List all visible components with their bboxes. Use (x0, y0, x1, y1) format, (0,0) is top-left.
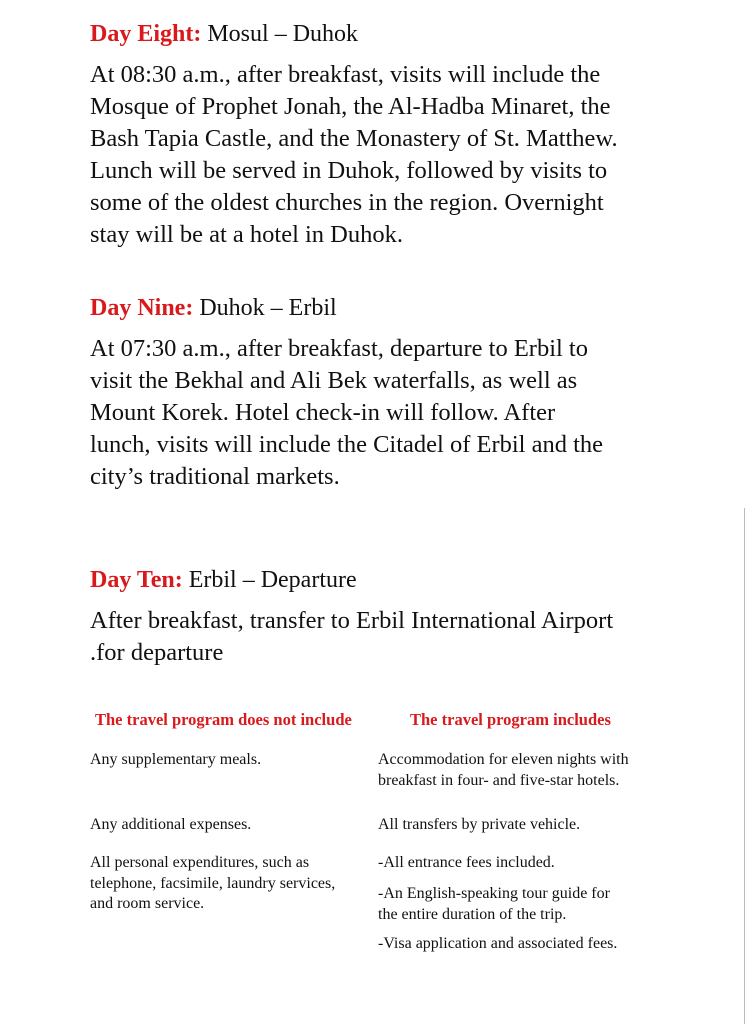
day-description: After breakfast, transfer to Erbil International Airport .for departure (90, 607, 614, 666)
not-included-header: The travel program does not include (95, 710, 352, 729)
included-header: The travel program includes (410, 710, 611, 729)
not-included-item: Any supplementary meals. (90, 751, 262, 768)
included-item: -An English-speaking tour guide for the entire duration of the trip. (378, 885, 610, 923)
day-description: At 07:30 a.m., after breakfast, departure to Erbil to visit the Bekhal and Ali Bek waterfalls, as well as Mount Korek. Hotel check-in will follow. After lunch, visits will include the Citadel of Erbil and the city’s traditional markets. (90, 335, 604, 490)
included-item: -Visa application and associated fees. (378, 935, 618, 952)
day-heading: Day Eight: Mosul – Duhok (90, 21, 359, 47)
included-item: All transfers by private vehicle. (378, 816, 581, 833)
day-ten-section (90, 564, 730, 669)
day-eight-section (90, 18, 730, 251)
day-description: At 08:30 a.m., after breakfast, visits will include the Mosque of Prophet Jonah, the Al-Hadba Minaret, the Bash Tapia Castle, and the Monastery of St. Matthew. Lunch will be served in Duhok, followed by visits to some of the oldest churches in the region. Overnight stay will be at a hotel in Duhok. (90, 61, 618, 248)
day-heading: Day Nine: Duhok – Erbil (90, 295, 337, 321)
day-heading: Day Ten: Erbil – Departure (90, 567, 357, 593)
day-nine-section (90, 292, 730, 493)
included-item: -All entrance fees included. (378, 854, 555, 871)
not-included-item: All personal expenditures, such as telephone, facsimile, laundry services, and room service. (90, 854, 336, 912)
page-edge-divider (744, 508, 745, 1024)
included-item: Accommodation for eleven nights with breakfast in four- and five-star hotels. (378, 751, 629, 789)
not-included-item: Any additional expenses. (90, 816, 252, 833)
